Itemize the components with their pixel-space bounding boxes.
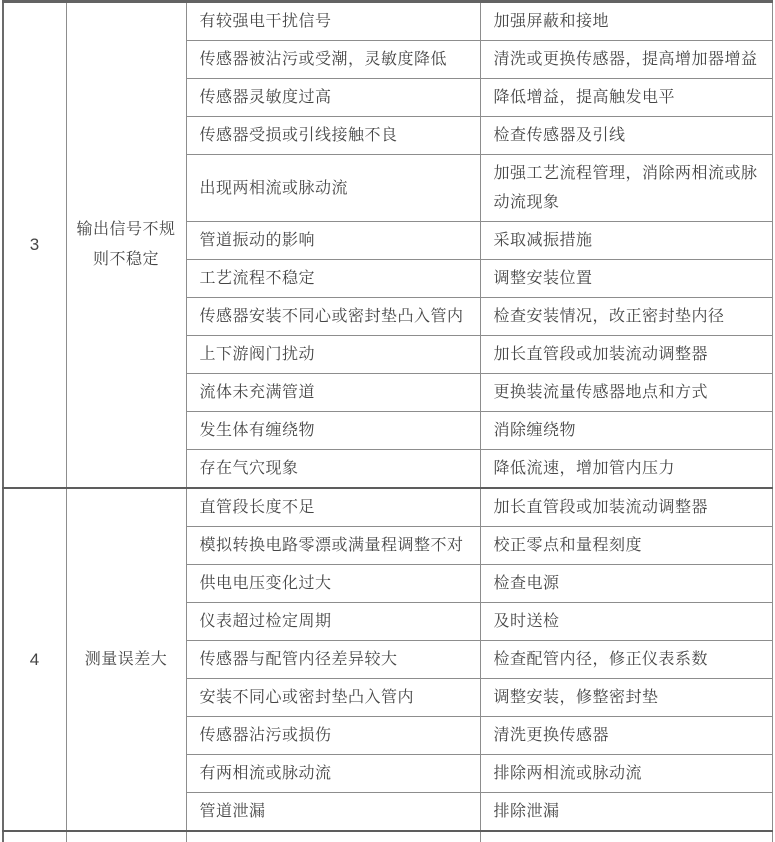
solution-cell: 检查电源 [480,565,772,603]
table-row [3,488,772,527]
table-row-partial [3,831,772,842]
cause-cell: 上下游阀门扰动 [186,336,480,374]
solution-cell: 调整安装位置 [480,260,772,298]
cause-cell: 供电电压变化过大 [186,565,480,603]
solution-cell: 清洗更换传感器 [480,717,772,755]
cause-cell: 管道振动的影响 [186,222,480,260]
empty-cell [66,831,186,842]
cause-cell: 有较强电干扰信号 [186,2,480,41]
cause-cell: 存在气穴现象 [186,450,480,489]
solution-cell: 调整安装，修整密封垫 [480,679,772,717]
solution-cell: 排除两相流或脉动流 [480,755,772,793]
solution-cell: 采取减振措施 [480,222,772,260]
table-row [3,2,772,41]
cause-cell: 传感器受损或引线接触不良 [186,117,480,155]
cause-cell: 传感器安装不同心或密封垫凸入管内 [186,298,480,336]
solution-cell: 及时送检 [480,603,772,641]
solution-cell: 检查传感器及引线 [480,117,772,155]
cause-cell: 安装不同心或密封垫凸入管内 [186,679,480,717]
cause-cell: 模拟转换电路零漂或满量程调整不对 [186,527,480,565]
cause-cell: 传感器灵敏度过高 [186,79,480,117]
empty-cell [480,831,772,842]
cause-cell: 管道泄漏 [186,793,480,832]
solution-cell: 排除泄漏 [480,793,772,832]
cause-cell: 流体未充满管道 [186,374,480,412]
cause-cell: 传感器被沾污或受潮，灵敏度降低 [186,41,480,79]
section-category: 输出信号不规则不稳定 [66,2,186,489]
cause-cell: 发生体有缠绕物 [186,412,480,450]
solution-cell: 消除缠绕物 [480,412,772,450]
solution-cell: 检查配管内径，修正仪表系数 [480,641,772,679]
cause-cell: 仪表超过检定周期 [186,603,480,641]
cause-cell: 工艺流程不稳定 [186,260,480,298]
solution-cell: 检查安装情况，改正密封垫内径 [480,298,772,336]
cause-cell: 传感器与配管内径差异较大 [186,641,480,679]
solution-cell: 加长直管段或加装流动调整器 [480,488,772,527]
empty-cell [186,831,480,842]
solution-cell: 更换装流量传感器地点和方式 [480,374,772,412]
section-number: 3 [3,2,66,489]
cause-cell: 直管段长度不足 [186,488,480,527]
cause-cell: 传感器沾污或损伤 [186,717,480,755]
section-number: 4 [3,488,66,831]
solution-cell: 降低增益，提高触发电平 [480,79,772,117]
solution-cell: 加强屏蔽和接地 [480,2,772,41]
cause-cell: 出现两相流或脉动流 [186,155,480,222]
solution-cell: 校正零点和量程刻度 [480,527,772,565]
solution-cell: 加强工艺流程管理，消除两相流或脉动流现象 [480,155,772,222]
solution-cell: 加长直管段或加装流动调整器 [480,336,772,374]
empty-cell [3,831,66,842]
cause-cell: 有两相流或脉动流 [186,755,480,793]
section-category: 测量误差大 [66,488,186,831]
solution-cell: 降低流速，增加管内压力 [480,450,772,489]
solution-cell: 清洗或更换传感器，提高增加器增益 [480,41,772,79]
troubleshooting-table [2,0,773,842]
